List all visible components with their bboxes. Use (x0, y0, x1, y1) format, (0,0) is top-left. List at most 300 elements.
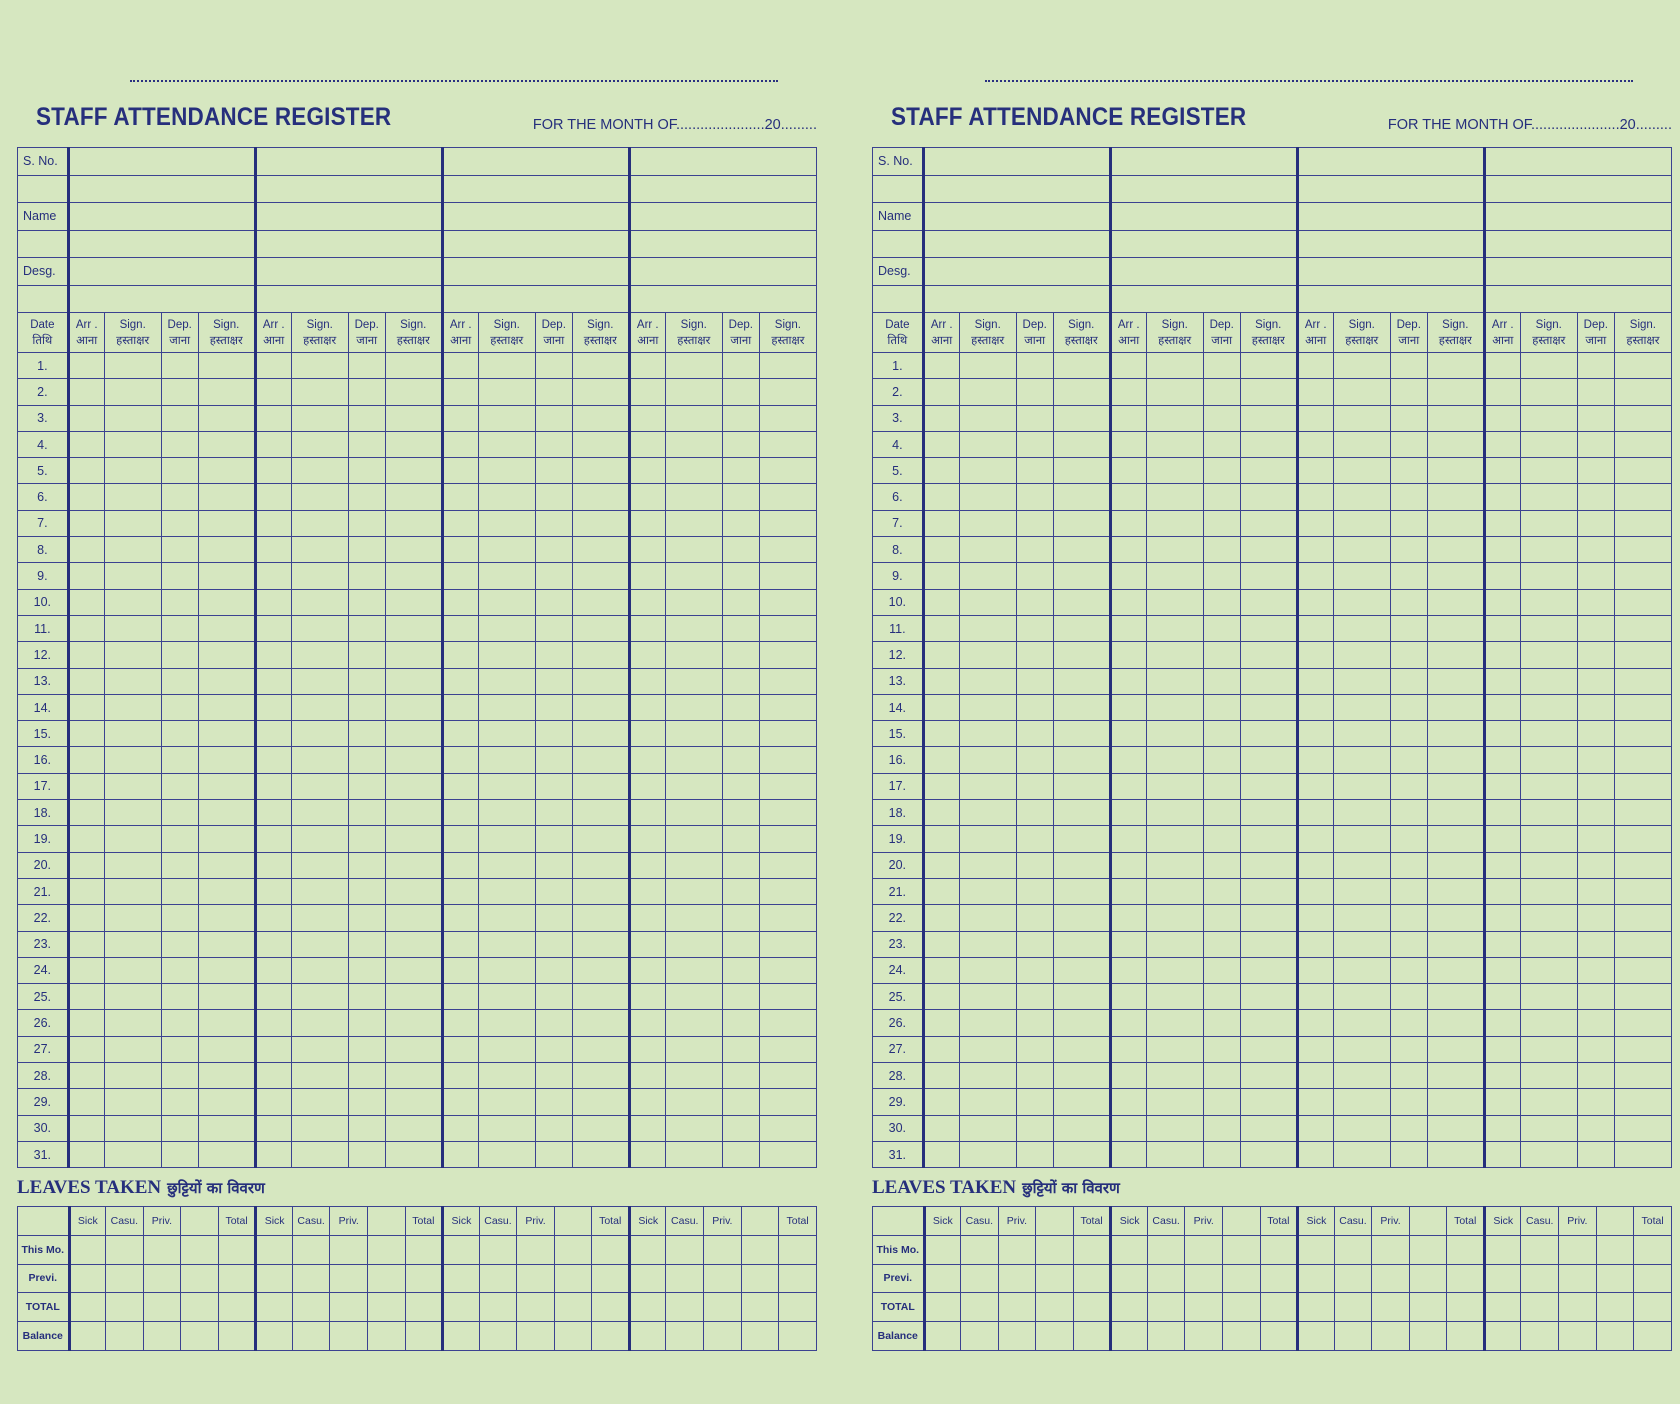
leave-cell[interactable] (143, 1322, 181, 1351)
leave-cell[interactable] (292, 1293, 330, 1322)
attendance-cell[interactable] (1427, 537, 1484, 563)
attendance-cell[interactable] (1577, 905, 1614, 931)
attendance-cell[interactable] (198, 694, 255, 720)
attendance-cell[interactable] (68, 721, 104, 747)
attendance-cell[interactable] (255, 773, 291, 799)
leave-cell[interactable] (181, 1264, 219, 1293)
attendance-cell[interactable] (572, 1089, 629, 1115)
attendance-cell[interactable] (348, 668, 385, 694)
attendance-cell[interactable] (629, 984, 665, 1010)
attendance-cell[interactable] (1484, 1036, 1520, 1062)
leave-cell[interactable] (1185, 1235, 1223, 1264)
attendance-cell[interactable] (1146, 458, 1203, 484)
attendance-cell[interactable] (1053, 353, 1110, 379)
attendance-cell[interactable] (1520, 1141, 1577, 1167)
attendance-cell[interactable] (1297, 747, 1333, 773)
attendance-cell[interactable] (923, 563, 959, 589)
attendance-cell[interactable] (535, 957, 572, 983)
attendance-cell[interactable] (1146, 379, 1203, 405)
attendance-cell[interactable] (759, 510, 816, 536)
attendance-cell[interactable] (923, 353, 959, 379)
attendance-cell[interactable] (291, 668, 348, 694)
attendance-cell[interactable] (1146, 694, 1203, 720)
leave-cell[interactable] (1559, 1264, 1597, 1293)
attendance-cell[interactable] (1016, 826, 1053, 852)
attendance-cell[interactable] (385, 353, 442, 379)
attendance-cell[interactable] (1577, 1010, 1614, 1036)
attendance-cell[interactable] (1110, 458, 1146, 484)
attendance-cell[interactable] (385, 1089, 442, 1115)
attendance-cell[interactable] (1203, 747, 1240, 773)
attendance-cell[interactable] (629, 1089, 665, 1115)
attendance-cell[interactable] (478, 589, 535, 615)
leave-cell[interactable] (1036, 1264, 1074, 1293)
attendance-cell[interactable] (161, 431, 198, 457)
attendance-cell[interactable] (572, 642, 629, 668)
attendance-cell[interactable] (1016, 1115, 1053, 1141)
attendance-cell[interactable] (1297, 1010, 1333, 1036)
leave-cell[interactable] (1447, 1264, 1485, 1293)
attendance-cell[interactable] (629, 800, 665, 826)
attendance-cell[interactable] (759, 1115, 816, 1141)
leave-cell[interactable] (256, 1264, 293, 1293)
attendance-cell[interactable] (572, 510, 629, 536)
attendance-cell[interactable] (722, 905, 759, 931)
attendance-cell[interactable] (385, 800, 442, 826)
attendance-cell[interactable] (665, 721, 722, 747)
attendance-cell[interactable] (1333, 931, 1390, 957)
attendance-cell[interactable] (255, 668, 291, 694)
attendance-cell[interactable] (1110, 1089, 1146, 1115)
staff-info-field[interactable] (1297, 148, 1484, 176)
attendance-cell[interactable] (1297, 642, 1333, 668)
attendance-cell[interactable] (1520, 642, 1577, 668)
leave-cell[interactable] (629, 1293, 666, 1322)
attendance-cell[interactable] (478, 800, 535, 826)
attendance-cell[interactable] (198, 800, 255, 826)
attendance-cell[interactable] (1520, 984, 1577, 1010)
attendance-cell[interactable] (959, 1036, 1016, 1062)
attendance-cell[interactable] (1577, 852, 1614, 878)
attendance-cell[interactable] (1146, 800, 1203, 826)
attendance-cell[interactable] (1427, 642, 1484, 668)
leave-cell[interactable] (998, 1264, 1036, 1293)
attendance-cell[interactable] (923, 484, 959, 510)
attendance-cell[interactable] (572, 694, 629, 720)
attendance-cell[interactable] (348, 878, 385, 904)
attendance-cell[interactable] (198, 905, 255, 931)
attendance-cell[interactable] (959, 668, 1016, 694)
attendance-cell[interactable] (759, 1089, 816, 1115)
leave-cell[interactable] (218, 1264, 256, 1293)
staff-info-field[interactable] (923, 175, 1110, 203)
attendance-cell[interactable] (1390, 931, 1427, 957)
attendance-cell[interactable] (1614, 353, 1671, 379)
attendance-cell[interactable] (1203, 1063, 1240, 1089)
attendance-cell[interactable] (104, 379, 161, 405)
attendance-cell[interactable] (535, 458, 572, 484)
attendance-cell[interactable] (722, 405, 759, 431)
attendance-cell[interactable] (572, 905, 629, 931)
attendance-cell[interactable] (104, 1089, 161, 1115)
attendance-cell[interactable] (1203, 405, 1240, 431)
staff-info-field[interactable] (1110, 175, 1297, 203)
attendance-cell[interactable] (1297, 431, 1333, 457)
leave-cell[interactable] (1409, 1322, 1447, 1351)
leave-cell[interactable] (666, 1322, 704, 1351)
leave-cell[interactable] (1111, 1322, 1148, 1351)
attendance-cell[interactable] (1297, 379, 1333, 405)
attendance-cell[interactable] (1053, 878, 1110, 904)
attendance-cell[interactable] (923, 931, 959, 957)
attendance-cell[interactable] (198, 353, 255, 379)
attendance-cell[interactable] (198, 1089, 255, 1115)
attendance-cell[interactable] (1297, 878, 1333, 904)
attendance-cell[interactable] (442, 1010, 478, 1036)
attendance-cell[interactable] (1614, 563, 1671, 589)
attendance-cell[interactable] (759, 458, 816, 484)
attendance-cell[interactable] (923, 721, 959, 747)
leave-cell[interactable] (1185, 1322, 1223, 1351)
attendance-cell[interactable] (1520, 668, 1577, 694)
attendance-cell[interactable] (1577, 747, 1614, 773)
leave-cell[interactable] (1634, 1322, 1672, 1351)
attendance-cell[interactable] (1053, 642, 1110, 668)
attendance-cell[interactable] (1146, 878, 1203, 904)
attendance-cell[interactable] (385, 721, 442, 747)
attendance-cell[interactable] (665, 747, 722, 773)
attendance-cell[interactable] (1520, 694, 1577, 720)
attendance-cell[interactable] (291, 458, 348, 484)
attendance-cell[interactable] (1203, 1115, 1240, 1141)
attendance-cell[interactable] (629, 668, 665, 694)
leave-cell[interactable] (1559, 1235, 1597, 1264)
attendance-cell[interactable] (1577, 589, 1614, 615)
attendance-cell[interactable] (1240, 747, 1297, 773)
leave-cell[interactable] (741, 1322, 779, 1351)
attendance-cell[interactable] (161, 800, 198, 826)
attendance-cell[interactable] (255, 537, 291, 563)
attendance-cell[interactable] (959, 510, 1016, 536)
attendance-cell[interactable] (629, 826, 665, 852)
leave-cell[interactable] (741, 1235, 779, 1264)
attendance-cell[interactable] (161, 694, 198, 720)
attendance-cell[interactable] (1614, 957, 1671, 983)
attendance-cell[interactable] (255, 1063, 291, 1089)
leave-cell[interactable] (1111, 1264, 1148, 1293)
attendance-cell[interactable] (1016, 668, 1053, 694)
attendance-cell[interactable] (923, 668, 959, 694)
leave-cell[interactable] (1185, 1264, 1223, 1293)
attendance-cell[interactable] (198, 484, 255, 510)
attendance-cell[interactable] (255, 957, 291, 983)
attendance-cell[interactable] (923, 1036, 959, 1062)
leave-cell[interactable] (517, 1235, 555, 1264)
attendance-cell[interactable] (348, 1063, 385, 1089)
attendance-cell[interactable] (1333, 721, 1390, 747)
attendance-cell[interactable] (1203, 826, 1240, 852)
attendance-cell[interactable] (1240, 510, 1297, 536)
attendance-cell[interactable] (442, 537, 478, 563)
attendance-cell[interactable] (1110, 589, 1146, 615)
attendance-cell[interactable] (1484, 589, 1520, 615)
attendance-cell[interactable] (629, 1036, 665, 1062)
attendance-cell[interactable] (759, 747, 816, 773)
attendance-cell[interactable] (759, 537, 816, 563)
leave-cell[interactable] (443, 1264, 480, 1293)
attendance-cell[interactable] (1016, 353, 1053, 379)
staff-info-field[interactable] (1110, 258, 1297, 286)
attendance-cell[interactable] (1146, 1115, 1203, 1141)
attendance-cell[interactable] (68, 905, 104, 931)
attendance-cell[interactable] (1240, 931, 1297, 957)
attendance-cell[interactable] (1427, 694, 1484, 720)
attendance-cell[interactable] (759, 721, 816, 747)
attendance-cell[interactable] (1297, 484, 1333, 510)
attendance-cell[interactable] (1016, 1010, 1053, 1036)
leave-cell[interactable] (1298, 1293, 1335, 1322)
attendance-cell[interactable] (629, 642, 665, 668)
staff-info-field[interactable] (442, 203, 629, 231)
attendance-cell[interactable] (535, 931, 572, 957)
attendance-cell[interactable] (629, 563, 665, 589)
attendance-cell[interactable] (1240, 1089, 1297, 1115)
staff-info-field[interactable] (1297, 258, 1484, 286)
leave-cell[interactable] (998, 1322, 1036, 1351)
attendance-cell[interactable] (442, 615, 478, 641)
attendance-cell[interactable] (1427, 510, 1484, 536)
attendance-cell[interactable] (348, 379, 385, 405)
attendance-cell[interactable] (68, 694, 104, 720)
attendance-cell[interactable] (1297, 353, 1333, 379)
leave-cell[interactable] (629, 1322, 666, 1351)
attendance-cell[interactable] (161, 1089, 198, 1115)
attendance-cell[interactable] (104, 458, 161, 484)
attendance-cell[interactable] (1053, 589, 1110, 615)
staff-info-field[interactable] (1484, 258, 1671, 286)
attendance-cell[interactable] (348, 537, 385, 563)
staff-info-field[interactable] (442, 148, 629, 176)
attendance-cell[interactable] (291, 694, 348, 720)
leave-cell[interactable] (1298, 1264, 1335, 1293)
attendance-cell[interactable] (1614, 642, 1671, 668)
attendance-cell[interactable] (442, 878, 478, 904)
attendance-cell[interactable] (1333, 826, 1390, 852)
attendance-cell[interactable] (291, 800, 348, 826)
attendance-cell[interactable] (1614, 984, 1671, 1010)
attendance-cell[interactable] (1333, 405, 1390, 431)
attendance-cell[interactable] (759, 694, 816, 720)
attendance-cell[interactable] (478, 458, 535, 484)
attendance-cell[interactable] (1390, 1036, 1427, 1062)
attendance-cell[interactable] (1146, 721, 1203, 747)
attendance-cell[interactable] (255, 984, 291, 1010)
attendance-cell[interactable] (104, 800, 161, 826)
attendance-cell[interactable] (759, 773, 816, 799)
attendance-cell[interactable] (572, 800, 629, 826)
attendance-cell[interactable] (959, 1141, 1016, 1167)
attendance-cell[interactable] (535, 984, 572, 1010)
attendance-cell[interactable] (572, 615, 629, 641)
attendance-cell[interactable] (1390, 747, 1427, 773)
attendance-cell[interactable] (1427, 721, 1484, 747)
leave-cell[interactable] (1596, 1235, 1634, 1264)
attendance-cell[interactable] (198, 931, 255, 957)
attendance-cell[interactable] (1390, 1141, 1427, 1167)
attendance-cell[interactable] (1484, 405, 1520, 431)
leave-cell[interactable] (961, 1235, 999, 1264)
attendance-cell[interactable] (759, 379, 816, 405)
leave-cell[interactable] (330, 1293, 368, 1322)
attendance-cell[interactable] (572, 984, 629, 1010)
attendance-cell[interactable] (1484, 484, 1520, 510)
attendance-cell[interactable] (1390, 1063, 1427, 1089)
staff-info-field[interactable] (1484, 175, 1671, 203)
attendance-cell[interactable] (255, 405, 291, 431)
leave-cell[interactable] (1447, 1293, 1485, 1322)
attendance-cell[interactable] (535, 694, 572, 720)
attendance-cell[interactable] (759, 984, 816, 1010)
attendance-cell[interactable] (1110, 353, 1146, 379)
attendance-cell[interactable] (104, 1063, 161, 1089)
attendance-cell[interactable] (722, 957, 759, 983)
attendance-cell[interactable] (1484, 747, 1520, 773)
leave-cell[interactable] (924, 1293, 961, 1322)
attendance-cell[interactable] (1146, 984, 1203, 1010)
attendance-cell[interactable] (385, 405, 442, 431)
attendance-cell[interactable] (1203, 431, 1240, 457)
attendance-cell[interactable] (629, 931, 665, 957)
attendance-cell[interactable] (478, 984, 535, 1010)
attendance-cell[interactable] (478, 852, 535, 878)
attendance-cell[interactable] (478, 431, 535, 457)
attendance-cell[interactable] (291, 431, 348, 457)
staff-info-field[interactable] (1110, 285, 1297, 313)
attendance-cell[interactable] (1520, 379, 1577, 405)
attendance-cell[interactable] (68, 668, 104, 694)
attendance-cell[interactable] (1333, 589, 1390, 615)
attendance-cell[interactable] (198, 458, 255, 484)
attendance-cell[interactable] (1053, 957, 1110, 983)
attendance-cell[interactable] (1203, 589, 1240, 615)
attendance-cell[interactable] (572, 431, 629, 457)
attendance-cell[interactable] (385, 1010, 442, 1036)
attendance-cell[interactable] (1520, 747, 1577, 773)
attendance-cell[interactable] (572, 405, 629, 431)
attendance-cell[interactable] (629, 905, 665, 931)
attendance-cell[interactable] (1333, 484, 1390, 510)
attendance-cell[interactable] (1614, 484, 1671, 510)
leave-cell[interactable] (779, 1322, 817, 1351)
attendance-cell[interactable] (1016, 905, 1053, 931)
attendance-cell[interactable] (1427, 747, 1484, 773)
leave-cell[interactable] (1484, 1264, 1521, 1293)
attendance-cell[interactable] (291, 1063, 348, 1089)
attendance-cell[interactable] (1577, 694, 1614, 720)
attendance-cell[interactable] (161, 405, 198, 431)
attendance-cell[interactable] (1240, 1036, 1297, 1062)
attendance-cell[interactable] (385, 484, 442, 510)
attendance-cell[interactable] (1146, 773, 1203, 799)
attendance-cell[interactable] (255, 852, 291, 878)
leave-cell[interactable] (554, 1235, 592, 1264)
attendance-cell[interactable] (1203, 957, 1240, 983)
attendance-cell[interactable] (535, 1063, 572, 1089)
attendance-cell[interactable] (442, 852, 478, 878)
attendance-cell[interactable] (198, 405, 255, 431)
attendance-cell[interactable] (759, 1063, 816, 1089)
attendance-cell[interactable] (1016, 615, 1053, 641)
attendance-cell[interactable] (1390, 353, 1427, 379)
attendance-cell[interactable] (1427, 589, 1484, 615)
staff-info-field[interactable] (255, 175, 442, 203)
attendance-cell[interactable] (535, 353, 572, 379)
attendance-cell[interactable] (1333, 984, 1390, 1010)
attendance-cell[interactable] (104, 747, 161, 773)
attendance-cell[interactable] (1110, 484, 1146, 510)
leave-cell[interactable] (330, 1264, 368, 1293)
leave-cell[interactable] (1073, 1235, 1111, 1264)
attendance-cell[interactable] (1577, 826, 1614, 852)
attendance-cell[interactable] (959, 537, 1016, 563)
attendance-cell[interactable] (1390, 458, 1427, 484)
attendance-cell[interactable] (1427, 458, 1484, 484)
attendance-cell[interactable] (959, 353, 1016, 379)
attendance-cell[interactable] (629, 589, 665, 615)
attendance-cell[interactable] (1016, 484, 1053, 510)
leave-cell[interactable] (256, 1235, 293, 1264)
attendance-cell[interactable] (759, 615, 816, 641)
attendance-cell[interactable] (1614, 852, 1671, 878)
attendance-cell[interactable] (442, 668, 478, 694)
attendance-cell[interactable] (1053, 931, 1110, 957)
attendance-cell[interactable] (104, 668, 161, 694)
attendance-cell[interactable] (572, 537, 629, 563)
attendance-cell[interactable] (1614, 431, 1671, 457)
attendance-cell[interactable] (1390, 984, 1427, 1010)
attendance-cell[interactable] (1240, 694, 1297, 720)
attendance-cell[interactable] (1110, 615, 1146, 641)
leave-cell[interactable] (1559, 1322, 1597, 1351)
attendance-cell[interactable] (478, 484, 535, 510)
attendance-cell[interactable] (255, 878, 291, 904)
leave-cell[interactable] (106, 1264, 144, 1293)
leave-cell[interactable] (330, 1235, 368, 1264)
attendance-cell[interactable] (442, 1089, 478, 1115)
attendance-cell[interactable] (255, 1010, 291, 1036)
attendance-cell[interactable] (1016, 773, 1053, 799)
attendance-cell[interactable] (1520, 800, 1577, 826)
attendance-cell[interactable] (291, 826, 348, 852)
attendance-cell[interactable] (478, 1089, 535, 1115)
attendance-cell[interactable] (1053, 1089, 1110, 1115)
attendance-cell[interactable] (1146, 563, 1203, 589)
attendance-cell[interactable] (1146, 905, 1203, 931)
leave-cell[interactable] (741, 1293, 779, 1322)
attendance-cell[interactable] (665, 353, 722, 379)
leave-cell[interactable] (779, 1264, 817, 1293)
attendance-cell[interactable] (535, 1141, 572, 1167)
attendance-cell[interactable] (923, 431, 959, 457)
attendance-cell[interactable] (722, 694, 759, 720)
attendance-cell[interactable] (385, 642, 442, 668)
attendance-cell[interactable] (923, 852, 959, 878)
attendance-cell[interactable] (1240, 1115, 1297, 1141)
staff-info-field[interactable] (923, 230, 1110, 258)
attendance-cell[interactable] (1577, 563, 1614, 589)
attendance-cell[interactable] (291, 747, 348, 773)
attendance-cell[interactable] (1016, 537, 1053, 563)
